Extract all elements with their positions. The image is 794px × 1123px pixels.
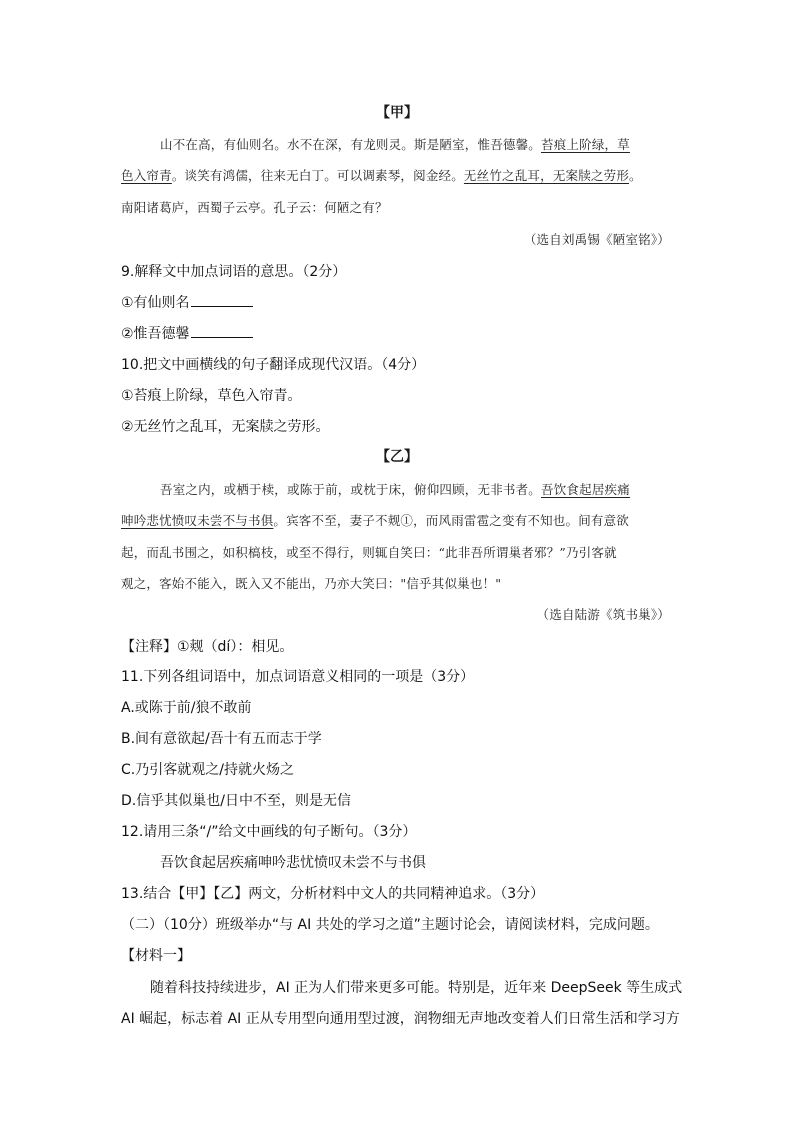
annotation-note: 【注释】①觌（dí）：相见。 — [121, 639, 294, 655]
question-11-option-c[interactable]: C.乃引客就观之/持就火炀之 — [121, 762, 294, 778]
question-9-item-2 — [121, 323, 253, 343]
passage-yi-text: 。宾客不至，妻子不觌①，而风雨雷雹之变有不知也。间有意欲 — [273, 513, 630, 528]
passage-jia-line-2 — [121, 166, 642, 184]
question-9-title: 9.解释文中加点词语的意思。（2分） — [121, 264, 347, 280]
question-11-option-d[interactable]: D.信乎其似巢也/日中不至，则是无信 — [121, 793, 351, 809]
underlined-sentence-yi-a: 吾饮食起居疾痛 — [541, 482, 630, 497]
underlined-sentence-yi-b: 呻吟悲忧愤叹未尝不与书俱 — [121, 513, 274, 528]
question-11-title: 11.下列各组词语中，加点词语意义相同的一项是（3分） — [121, 669, 475, 685]
passage-yi-line-3: 起，而乱书围之，如积槁枝，或至不得行，则辄自笑曰：“此非吾所谓巢者邪？”乃引客就 — [121, 545, 617, 560]
answer-blank-2[interactable] — [191, 325, 253, 338]
passage-jia-line-1 — [160, 135, 630, 153]
passage-yi-text: 吾室之内，或栖于椟，或陈于前，或枕于床，俯仰四顾，无非书者。 — [160, 482, 542, 497]
material-1-line-2: AI 崛起，标志着 AI 正从专用型向通用型过渡，润物细无声地改变着人们日常生活和学习方 — [121, 1011, 680, 1027]
passage-yi-line-2 — [121, 511, 629, 529]
passage-jia-source: （选自刘禹锡《陋室铭》） — [523, 232, 670, 247]
passage-jia-text: 山不在高，有仙则名。水不在深，有龙则灵。斯是陋室，惟吾德馨。 — [160, 137, 542, 152]
question-11-option-a[interactable]: A.或陈于前/狼不敢前 — [121, 700, 252, 716]
passage-yi-heading: 【乙】 — [376, 449, 418, 465]
question-10-item-2: ②无丝竹之乱耳，无案牍之劳形。 — [121, 419, 330, 435]
question-10-title: 10.把文中画横线的句子翻译成现代汉语。（4分） — [121, 357, 426, 373]
passage-jia-text: 。 — [629, 168, 642, 183]
question-9-item-2-text: ②惟吾德馨 — [121, 326, 190, 342]
underlined-sentence-1b: 色入帘青 — [121, 168, 172, 183]
question-11-option-b[interactable]: B.间有意欲起/吾十有五而志于学 — [121, 731, 322, 747]
material-1-heading: 【材料一】 — [121, 948, 191, 964]
answer-blank-1[interactable] — [191, 294, 253, 307]
question-10-item-1: ①苔痕上阶绿，草色入帘青。 — [121, 388, 302, 404]
passage-jia-text: 。谈笑有鸿儒，往来无白丁。可以调素琴，阅金经。 — [171, 168, 464, 183]
question-12-sentence: 吾饮食起居疾痛呻吟悲忧愤叹未尝不与书俱 — [160, 855, 426, 871]
passage-yi-line-1 — [160, 480, 630, 498]
passage-jia-heading: 【甲】 — [376, 105, 418, 121]
passage-yi-line-4: 观之，客始不能入，既入又不能出，乃亦大笑曰："信乎其似巢也！" — [121, 576, 502, 591]
passage-jia-line-3: 南阳诸葛庐，西蜀子云亭。孔子云：何陋之有？ — [121, 200, 388, 215]
question-9-item-1-text: ①有仙则名 — [121, 295, 190, 311]
underlined-sentence-2: 无丝竹之乱耳，无案牍之劳形 — [463, 168, 630, 183]
question-9-item-1 — [121, 292, 253, 312]
material-1-line-1: 随着科技持续进步，AI 正为人们带来更多可能。特别是，近年来 DeepSeek 等生成式 — [150, 980, 683, 996]
passage-yi-source: （选自陆游《筑书巢》） — [536, 607, 670, 622]
underlined-sentence-1a: 苔痕上阶绿，草 — [541, 137, 630, 152]
question-12-title: 12.请用三条“/”给文中画线的句子断句。（3分） — [121, 824, 417, 840]
section-2-intro: （二）（10分）班级举办“与 AI 共处的学习之道”主题讨论会，请阅读材料，完成问题。 — [121, 917, 659, 933]
question-13-title: 13.结合【甲】【乙】两文，分析材料中文人的共同精神追求。（3分） — [121, 886, 545, 902]
